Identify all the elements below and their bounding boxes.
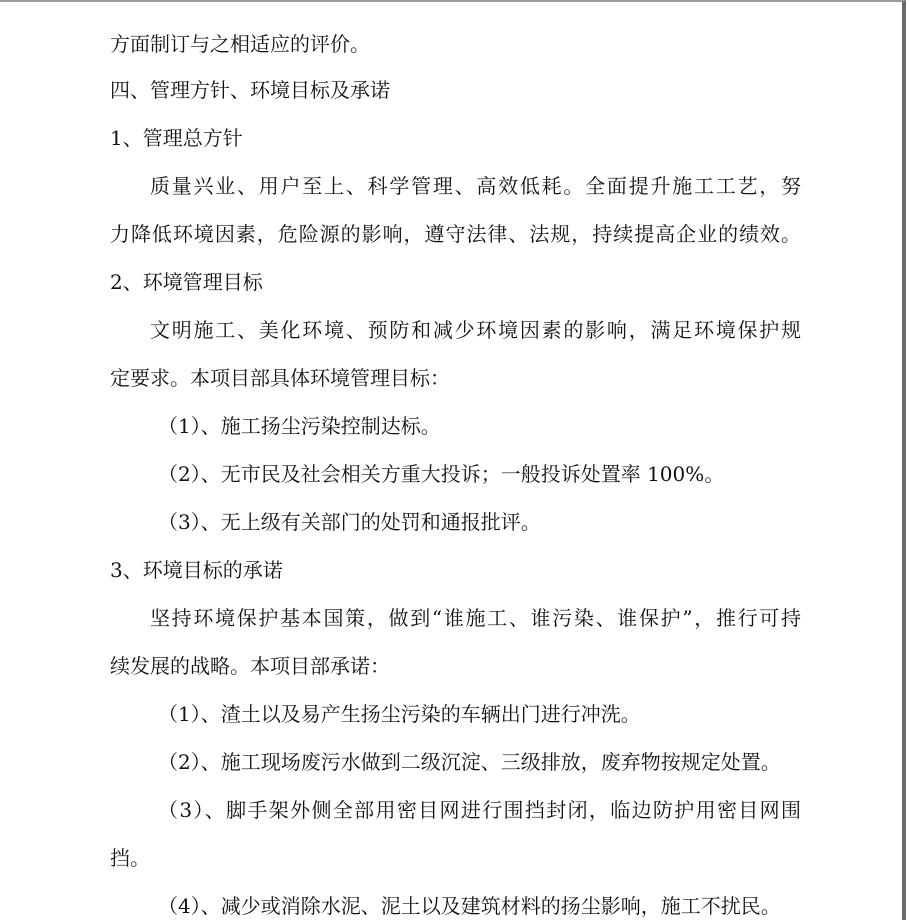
commitment-item-3-line-1: （3）、脚手架外侧全部用密目网进行围挡封闭，临边防护用密目网围 [158, 798, 801, 822]
paragraph-commitment-line-1: 坚持环境保护基本国策，做到“谁施工、谁污染、谁保护”，推行可持 [150, 606, 801, 630]
commitment-item-2: （2）、施工现场废污水做到二级沉淀、三级排放，废弃物按规定处置。 [158, 750, 781, 774]
paragraph-policy-line-2: 力降低环境因素，危险源的影响，遵守法律、法规，持续提高企业的绩效。 [110, 222, 801, 246]
commitment-item-1: （1）、渣土以及易产生扬尘污染的车辆出门进行冲洗。 [158, 702, 641, 726]
text-line-continuation: 方面制订与之相适应的评价。 [110, 32, 370, 56]
paragraph-target-line-1: 文明施工、美化环境、预防和减少环境因素的影响，满足环境保护规 [150, 318, 801, 342]
target-item-2: （2）、无市民及社会相关方重大投诉；一般投诉处置率 100%。 [158, 462, 725, 486]
subsection-heading-1: 1、管理总方针 [110, 126, 243, 150]
commitment-item-3-line-2: 挡。 [110, 846, 150, 870]
target-item-1: （1）、施工扬尘污染控制达标。 [158, 414, 441, 438]
section-heading: 四、管理方针、环境目标及承诺 [110, 78, 390, 102]
paragraph-target-line-2: 定要求。本项目部具体环境管理目标： [110, 366, 450, 390]
target-item-3: （3）、无上级有关部门的处罚和通报批评。 [158, 510, 541, 534]
commitment-item-4: （4）、减少或消除水泥、泥土以及建筑材料的扬尘影响，施工不扰民。 [158, 894, 781, 918]
paragraph-commitment-line-2: 续发展的战略。本项目部承诺： [110, 654, 390, 678]
subsection-heading-3: 3、环境目标的承诺 [110, 558, 283, 582]
paragraph-policy-line-1: 质量兴业、用户至上、科学管理、高效低耗。全面提升施工工艺，努 [150, 174, 801, 198]
subsection-heading-2: 2、环境管理目标 [110, 270, 263, 294]
